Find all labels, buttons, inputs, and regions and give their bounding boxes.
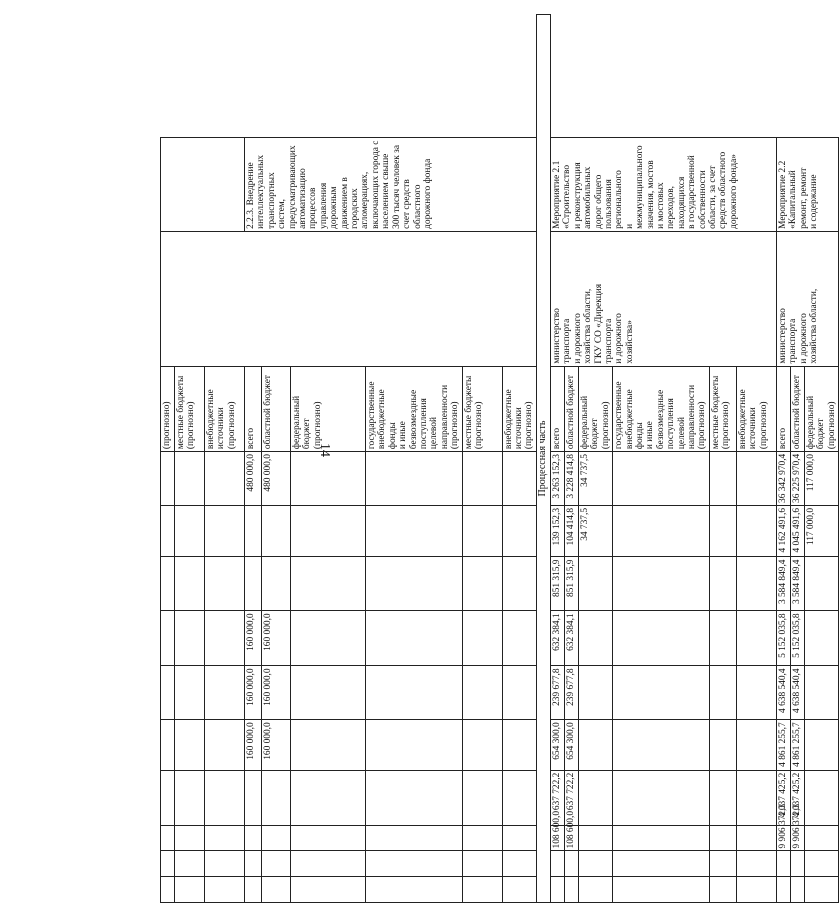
value-cell (613, 770, 710, 825)
value-cell (245, 770, 262, 825)
funding-source-cell: (прогнозно) (161, 366, 175, 452)
value-cell (550, 877, 564, 903)
value-cell: 34 737,5 (578, 452, 612, 506)
value-cell: 637 722,2 (564, 770, 578, 825)
value-cell (736, 611, 776, 666)
value-cell (245, 825, 262, 851)
value-cell (613, 851, 710, 877)
value-cell: 36 342 970,4 (776, 452, 790, 506)
value-cell (709, 825, 736, 851)
value-cell (161, 825, 175, 851)
value-cell: 3 584 849,4 (790, 557, 804, 611)
table-row (245, 15, 262, 903)
value-cell (366, 666, 463, 720)
value-cell (502, 611, 536, 666)
value-cell (502, 877, 536, 903)
value-cell: 632 384,1 (564, 611, 578, 666)
value-cell (291, 557, 366, 611)
value-cell (366, 877, 463, 903)
value-cell (291, 825, 366, 851)
value-cell (776, 851, 790, 877)
value-cell (366, 825, 463, 851)
value-cell (613, 825, 710, 851)
value-cell (804, 666, 838, 720)
value-cell: 108 600,0 (564, 825, 578, 851)
funding-source-cell: местные бюджеты (прогнозно) (462, 366, 502, 452)
value-cell (462, 666, 502, 720)
value-cell: 480 000,0 (262, 452, 291, 506)
value-cell (262, 770, 291, 825)
value-cell (462, 452, 502, 506)
value-cell (462, 505, 502, 557)
measure-name-cell: 2.2.3. Внедрение интеллектуальных транспортных систем, предусматривающих автоматизацию процессов управления дорожным движением в городских агломерациях, включающих города с населением свыше 300 тысяч человек за счет средств областного дорожного фонда (245, 138, 537, 232)
measure-name-cell (161, 138, 245, 232)
value-cell (175, 825, 205, 851)
value-cell (804, 720, 838, 770)
value-cell: 3 263 152,3 (550, 452, 564, 506)
value-cell (709, 452, 736, 506)
funding-source-cell: всего (550, 366, 564, 452)
value-cell (790, 851, 804, 877)
funding-source-cell: всего (245, 366, 262, 452)
funding-source-cell: федеральный бюджет (прогнозно) (291, 366, 366, 452)
value-cell (205, 851, 245, 877)
value-cell (736, 505, 776, 557)
value-cell: 654 300,0 (550, 720, 564, 770)
value-cell (366, 505, 463, 557)
value-cell (366, 720, 463, 770)
budget-table (160, 14, 839, 903)
value-cell: 4 045 491,6 (790, 505, 804, 557)
value-cell: 4 037 425,2 (776, 770, 790, 825)
value-cell (366, 557, 463, 611)
value-cell: 637 722,2 (550, 770, 564, 825)
funding-source-cell: областной бюджет (564, 366, 578, 452)
executor-cell (161, 231, 537, 366)
value-cell (613, 505, 710, 557)
value-cell (613, 666, 710, 720)
value-cell (709, 770, 736, 825)
value-cell (366, 851, 463, 877)
value-cell (462, 770, 502, 825)
value-cell (205, 452, 245, 506)
value-cell: 5 152 035,8 (790, 611, 804, 666)
value-cell (578, 825, 612, 851)
value-cell (502, 770, 536, 825)
value-cell (245, 557, 262, 611)
value-cell (366, 611, 463, 666)
value-cell (291, 666, 366, 720)
value-cell (161, 505, 175, 557)
value-cell (564, 877, 578, 903)
value-cell (736, 452, 776, 506)
value-cell (804, 877, 838, 903)
value-cell: 3 584 849,4 (776, 557, 790, 611)
value-cell: 4 638 540,4 (790, 666, 804, 720)
value-cell (291, 720, 366, 770)
value-cell (161, 877, 175, 903)
value-cell (245, 505, 262, 557)
value-cell (262, 557, 291, 611)
value-cell: 4 861 255,7 (776, 720, 790, 770)
value-cell: 239 677,8 (564, 666, 578, 720)
value-cell (709, 505, 736, 557)
funding-source-cell: областной бюджет (262, 366, 291, 452)
value-cell (291, 611, 366, 666)
value-cell (161, 666, 175, 720)
funding-source-cell: местные бюджеты (прогнозно) (175, 366, 205, 452)
value-cell (709, 720, 736, 770)
value-cell (578, 720, 612, 770)
value-cell (161, 611, 175, 666)
executor-cell: министерство транспорта и дорожного хозяйства области, ГКУ СО «Дирекция транспорта и дорожного хозяйства» (550, 231, 776, 366)
value-cell (564, 851, 578, 877)
value-cell: 4 861 255,7 (790, 720, 804, 770)
value-cell (578, 666, 612, 720)
value-cell (175, 505, 205, 557)
funding-source-cell: внебюджетные источники (прогнозно) (502, 366, 536, 452)
value-cell: 160 000,0 (245, 611, 262, 666)
value-cell: 4 162 491,6 (776, 505, 790, 557)
value-cell (205, 720, 245, 770)
value-cell (175, 770, 205, 825)
funding-source-cell: внебюджетные источники (прогнозно) (205, 366, 245, 452)
value-cell (262, 825, 291, 851)
value-cell (462, 720, 502, 770)
value-cell: 36 225 970,4 (790, 452, 804, 506)
value-cell (205, 611, 245, 666)
value-cell (245, 851, 262, 877)
section-title: Процессная часть (536, 15, 550, 903)
value-cell (175, 452, 205, 506)
value-cell (161, 851, 175, 877)
value-cell (804, 770, 838, 825)
value-cell (161, 452, 175, 506)
value-cell (462, 877, 502, 903)
value-cell (736, 825, 776, 851)
value-cell (291, 770, 366, 825)
value-cell (736, 557, 776, 611)
value-cell (205, 666, 245, 720)
value-cell (709, 851, 736, 877)
executor-cell: министерство транспорта и дорожного хозяйства области, (776, 231, 838, 366)
value-cell (462, 611, 502, 666)
page-number: 14 (317, 443, 332, 457)
value-cell (175, 877, 205, 903)
value-cell (502, 666, 536, 720)
value-cell (736, 851, 776, 877)
value-cell: 160 000,0 (262, 611, 291, 666)
table-row (550, 15, 564, 903)
value-cell: 9 906 372,3 (776, 825, 790, 851)
funding-source-cell: местные бюджеты (прогнозно) (709, 366, 736, 452)
value-cell (205, 505, 245, 557)
value-cell (736, 666, 776, 720)
value-cell: 108 600,0 (550, 825, 564, 851)
value-cell: 104 414,8 (564, 505, 578, 557)
value-cell (578, 770, 612, 825)
value-cell (175, 666, 205, 720)
value-cell (578, 851, 612, 877)
value-cell: 160 000,0 (262, 666, 291, 720)
value-cell: 117 000,0 (804, 452, 838, 506)
value-cell (262, 505, 291, 557)
value-cell (613, 557, 710, 611)
funding-source-cell: внебюджетные источники (прогнозно) (736, 366, 776, 452)
value-cell (291, 877, 366, 903)
value-cell: 117 000,0 (804, 505, 838, 557)
value-cell (366, 452, 463, 506)
value-cell (205, 770, 245, 825)
value-cell (502, 825, 536, 851)
value-cell (613, 611, 710, 666)
value-cell (291, 452, 366, 506)
value-cell (175, 557, 205, 611)
value-cell (709, 877, 736, 903)
value-cell: 4 037 425,2 (790, 770, 804, 825)
value-cell (804, 851, 838, 877)
funding-source-cell: федеральный бюджет (прогнозно) (578, 366, 612, 452)
value-cell (291, 851, 366, 877)
value-cell (205, 825, 245, 851)
value-cell: 139 152,3 (550, 505, 564, 557)
value-cell: 9 906 372,3 (790, 825, 804, 851)
value-cell (578, 611, 612, 666)
measure-name-cell: Мероприятие 2.1 «Строительство и реконструкция автомобильных дорог общего пользования регионального и межмуниципального значения, мостов и мостовых переходов, находящихся в государственной собственности области, за счет средств областного дорожного фонда» (550, 138, 776, 232)
value-cell (804, 825, 838, 851)
value-cell: 480 000,0 (245, 452, 262, 506)
value-cell: 632 384,1 (550, 611, 564, 666)
table-body (161, 15, 839, 903)
value-cell (709, 666, 736, 720)
value-cell (736, 720, 776, 770)
value-cell (205, 877, 245, 903)
value-cell (804, 557, 838, 611)
funding-source-cell: государственные внебюджетные фонды и иные безвозмездные поступления целевой направленности (прогнозно) (366, 366, 463, 452)
value-cell (502, 720, 536, 770)
value-cell: 239 677,8 (550, 666, 564, 720)
value-cell (502, 505, 536, 557)
value-cell (161, 720, 175, 770)
value-cell (462, 557, 502, 611)
value-cell (776, 877, 790, 903)
value-cell: 160 000,0 (245, 720, 262, 770)
funding-source-cell: государственные внебюджетные фонды и иные безвозмездные поступления целевой направленности (прогнозно) (613, 366, 710, 452)
value-cell (262, 851, 291, 877)
value-cell (736, 877, 776, 903)
value-cell (175, 851, 205, 877)
value-cell (709, 557, 736, 611)
value-cell: 5 152 035,8 (776, 611, 790, 666)
value-cell (613, 452, 710, 506)
section-title-row (536, 15, 550, 903)
value-cell (502, 452, 536, 506)
funding-source-cell: всего (776, 366, 790, 452)
value-cell: 160 000,0 (262, 720, 291, 770)
value-cell: 851 315,9 (550, 557, 564, 611)
value-cell: 3 228 414,8 (564, 452, 578, 506)
value-cell (578, 877, 612, 903)
value-cell: 4 638 540,4 (776, 666, 790, 720)
value-cell (175, 720, 205, 770)
value-cell (804, 611, 838, 666)
value-cell: 160 000,0 (245, 666, 262, 720)
value-cell (790, 877, 804, 903)
table-row (161, 15, 175, 903)
value-cell (262, 877, 291, 903)
value-cell: 654 300,0 (564, 720, 578, 770)
table-row (776, 15, 790, 903)
value-cell (462, 851, 502, 877)
value-cell (462, 825, 502, 851)
rotated-table-container (160, 14, 837, 903)
value-cell (736, 770, 776, 825)
value-cell: 34 737,5 (578, 505, 612, 557)
value-cell (245, 877, 262, 903)
value-cell (502, 557, 536, 611)
value-cell (161, 557, 175, 611)
value-cell (709, 611, 736, 666)
value-cell (550, 851, 564, 877)
value-cell (578, 557, 612, 611)
value-cell (613, 720, 710, 770)
value-cell (613, 877, 710, 903)
funding-source-cell: федеральный бюджет (прогнозно) (804, 366, 838, 452)
value-cell (161, 770, 175, 825)
value-cell (205, 557, 245, 611)
value-cell (175, 611, 205, 666)
value-cell: 851 315,9 (564, 557, 578, 611)
value-cell (366, 770, 463, 825)
funding-source-cell: областной бюджет (790, 366, 804, 452)
measure-name-cell: Мероприятие 2.2 «Капитальный ремонт, ремонт и содержание (776, 138, 838, 232)
value-cell (291, 505, 366, 557)
value-cell (502, 851, 536, 877)
